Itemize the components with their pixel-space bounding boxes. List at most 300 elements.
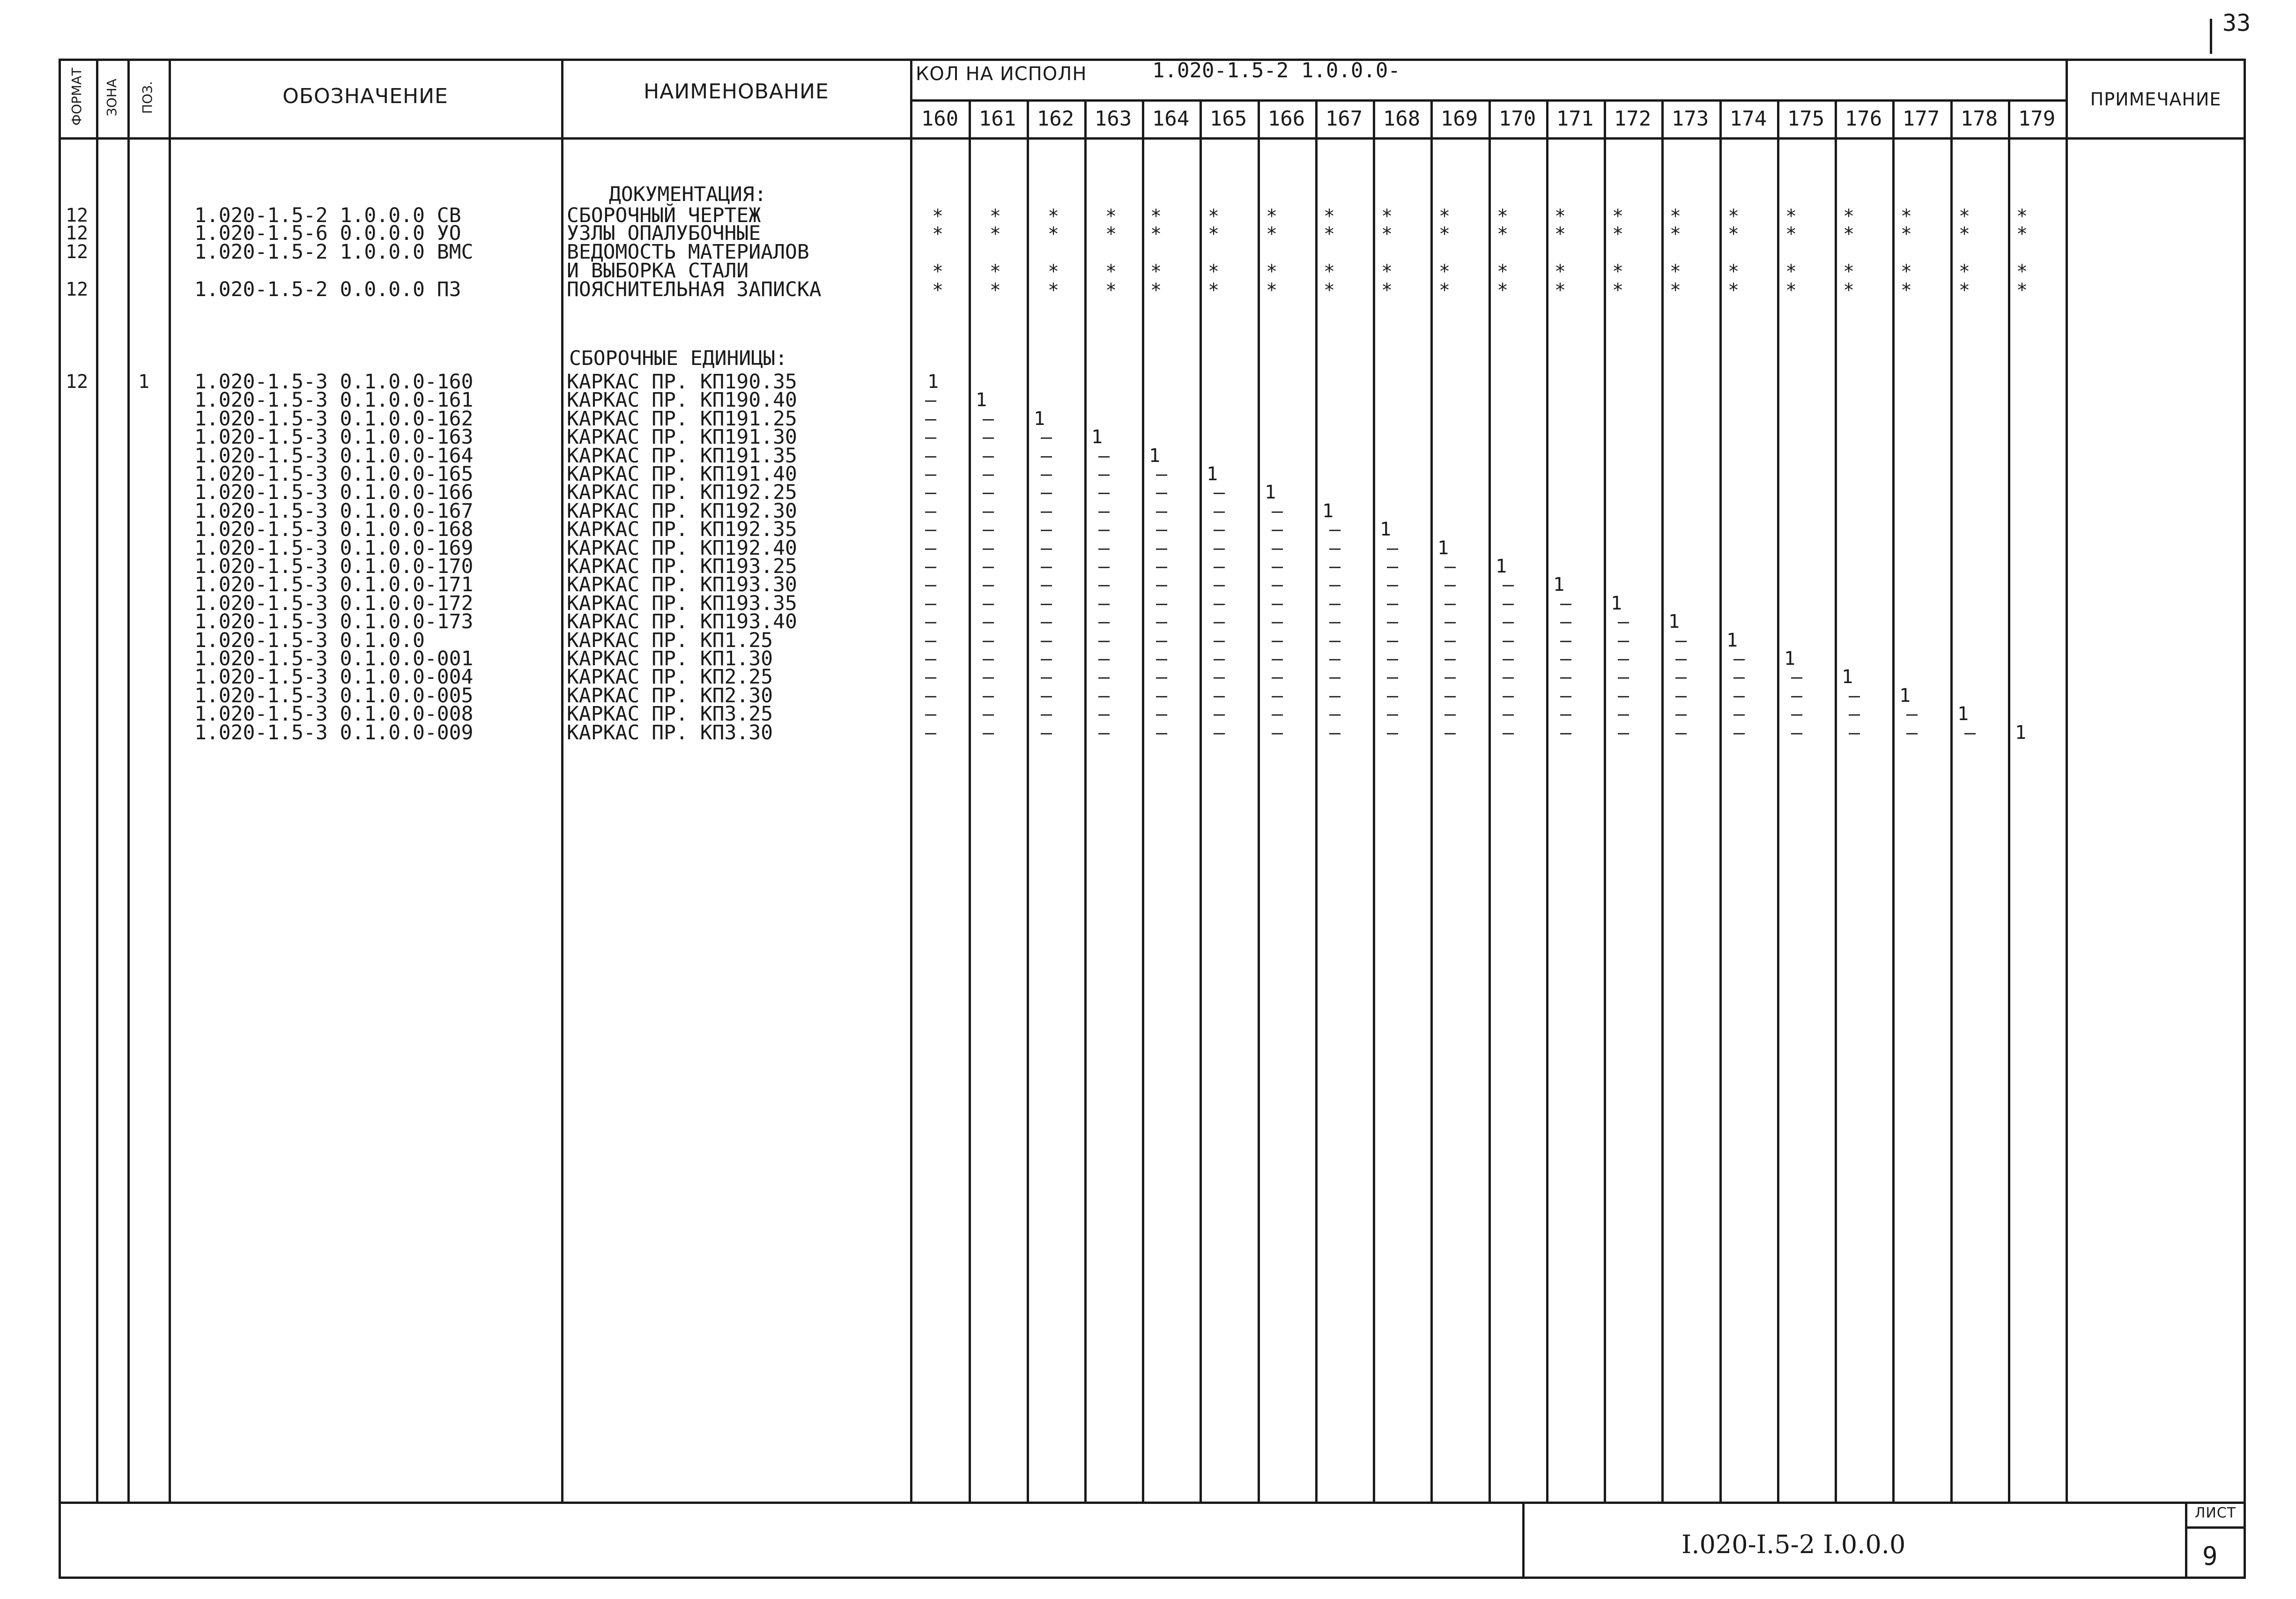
row-name: КАРКАС ПР. КП193.40: [567, 610, 797, 633]
qty-star: *: [1612, 280, 1624, 301]
qty-col-number: 163: [1094, 107, 1132, 131]
qty-dash: —: [925, 722, 937, 744]
qty-star: *: [1901, 223, 1912, 245]
qty-one: 1: [1091, 426, 1103, 448]
qty-star: *: [2016, 206, 2028, 227]
qty-dash: —: [1098, 482, 1110, 503]
row-name: КАРКАС ПР. КП192.30: [567, 499, 797, 523]
qty-star: *: [1439, 280, 1451, 301]
qty-dash: —: [1329, 666, 1341, 688]
qty-col-number: 171: [1556, 107, 1594, 131]
qty-dash: —: [1329, 703, 1341, 725]
qty-dash: —: [1098, 685, 1110, 707]
qty-dash: —: [1272, 648, 1283, 669]
qty-star: *: [1555, 206, 1566, 227]
qty-dash: —: [1503, 574, 1514, 595]
qty-col-number: 175: [1787, 107, 1825, 131]
header-zone: ЗОНА: [104, 78, 119, 117]
qty-dash: —: [1214, 482, 1225, 503]
header-pos: ПОЗ.: [140, 81, 155, 114]
qty-one: 1: [1899, 685, 1911, 707]
row-name: КАРКАС ПР. КП2.30: [567, 684, 773, 707]
qty-star: *: [2016, 280, 2028, 301]
qty-dash: —: [925, 408, 937, 430]
frame-left: [59, 59, 61, 1579]
qty-star: *: [1785, 261, 1797, 283]
qty-col-number: 174: [1729, 107, 1767, 131]
qty-one: 1: [1034, 408, 1045, 430]
qty-dash: —: [1849, 722, 1860, 744]
qty-one: 1: [1322, 500, 1334, 522]
qty-dash: —: [1272, 537, 1283, 559]
qty-dash: —: [1503, 593, 1514, 614]
qty-dash: —: [1098, 519, 1110, 540]
qty-star: *: [1843, 261, 1855, 283]
qty-dash: —: [983, 519, 994, 540]
qty-star: *: [1728, 280, 1740, 301]
qty-star: *: [1324, 223, 1335, 245]
qty-dash: —: [1387, 611, 1399, 632]
qty-star: *: [2016, 261, 2028, 283]
titleblock-top-line: [59, 1502, 2246, 1504]
qty-dash: —: [1214, 722, 1225, 744]
qty-col-number: 165: [1209, 107, 1247, 131]
qty-star: *: [1105, 223, 1117, 245]
row-name: СБОРОЧНЫЙ ЧЕРТЕЖ: [567, 204, 761, 227]
qty-dash: —: [1214, 611, 1225, 632]
qty-star: *: [1324, 206, 1335, 227]
row-designation: 1.020-1.5-3 0.1.0.0-172: [194, 592, 474, 615]
qty-star: *: [1150, 261, 1162, 283]
qty-star: *: [1612, 261, 1624, 283]
qty-dash: —: [1098, 593, 1110, 614]
row-name: ПОЯСНИТЕЛЬНАЯ ЗАПИСКА: [567, 278, 822, 301]
row-format: 12: [66, 279, 89, 300]
qty-dash: —: [1387, 666, 1399, 688]
qty-dash: —: [1444, 685, 1456, 707]
qty-dash: —: [983, 666, 994, 688]
row-name: КАРКАС ПР. КП191.35: [567, 444, 797, 468]
qty-dash: —: [925, 389, 937, 411]
qty-dash: —: [1387, 593, 1399, 614]
qty-dash: —: [1618, 666, 1629, 688]
qty-col-line: [1604, 99, 1606, 1502]
qty-dash: —: [1675, 703, 1687, 725]
qty-one: 1: [1668, 611, 1680, 632]
qty-col-number: 169: [1440, 107, 1478, 131]
qty-col-line: [1719, 99, 1722, 1502]
qty-col-number: 162: [1037, 107, 1074, 131]
qty-star: *: [932, 261, 944, 283]
qty-dash: —: [1214, 593, 1225, 614]
qty-dash: —: [1214, 666, 1225, 688]
qty-dash: —: [1214, 500, 1225, 522]
qty-star: *: [1439, 261, 1451, 283]
qty-dash: —: [925, 537, 937, 559]
frame-right: [2244, 59, 2246, 1579]
qty-dash: —: [1041, 500, 1052, 522]
row-designation: 1.020-1.5-3 0.1.0.0-004: [194, 665, 474, 689]
qty-one: 1: [2015, 722, 2027, 744]
qty-col-number: 160: [921, 107, 959, 131]
qty-dash: —: [1329, 648, 1341, 669]
qty-star: *: [1843, 280, 1855, 301]
qty-dash: —: [1156, 722, 1168, 744]
qty-dash: —: [1041, 426, 1052, 448]
row-designation: 1.020-1.5-3 0.1.0.0-169: [194, 536, 474, 560]
qty-dash: —: [1272, 556, 1283, 577]
qty-dash: —: [1041, 556, 1052, 577]
page-number: 33: [2222, 9, 2251, 37]
qty-star: *: [1266, 223, 1278, 245]
qty-dash: —: [925, 593, 937, 614]
qty-dash: —: [1503, 722, 1514, 744]
row-name: КАРКАС ПР. КП191.30: [567, 425, 797, 449]
qty-col-line: [1430, 99, 1433, 1502]
qty-dash: —: [1560, 666, 1572, 688]
qty-dash: —: [983, 703, 994, 725]
qty-dash: —: [1156, 574, 1168, 595]
row-name: КАРКАС ПР. КП190.35: [567, 370, 797, 394]
qty-dash: —: [1675, 722, 1687, 744]
qty-col-line: [1546, 99, 1548, 1502]
col-line-name: [910, 59, 912, 1502]
header-designation: ОБОЗНАЧЕНИЕ: [282, 84, 448, 108]
qty-dash: —: [925, 685, 937, 707]
qty-dash: —: [983, 426, 994, 448]
qty-col-number: 177: [1902, 107, 1940, 131]
qty-dash: —: [1098, 611, 1110, 632]
row-designation: 1.020-1.5-3 0.1.0.0-163: [194, 425, 474, 449]
qty-star: *: [1439, 206, 1451, 227]
qty-dash: —: [1214, 537, 1225, 559]
qty-dash: —: [1387, 722, 1399, 744]
qty-star: *: [932, 280, 944, 301]
qty-dash: —: [1444, 703, 1456, 725]
qty-dash: —: [1272, 703, 1283, 725]
qty-dash: —: [1041, 537, 1052, 559]
qty-dash: —: [1733, 685, 1745, 707]
qty-star: *: [1266, 280, 1278, 301]
titleblock-code-left: [1522, 1502, 1525, 1579]
qty-star: *: [1208, 261, 1220, 283]
qty-dash: —: [1272, 722, 1283, 744]
row-designation: 1.020-1.5-3 0.1.0.0-173: [194, 610, 474, 633]
qty-star: *: [990, 206, 1001, 227]
qty-dash: —: [1329, 519, 1341, 540]
qty-star: *: [1381, 280, 1393, 301]
qty-dash: —: [1041, 519, 1052, 540]
qty-dash: —: [1849, 703, 1860, 725]
qty-dash: —: [1791, 666, 1803, 688]
qty-star: *: [1266, 261, 1278, 283]
qty-dash: —: [925, 519, 937, 540]
qty-dash: —: [1733, 666, 1745, 688]
qty-dash: —: [1444, 556, 1456, 577]
qty-dash: —: [1791, 703, 1803, 725]
qty-dash: —: [1560, 648, 1572, 669]
header-bottom-line: [59, 137, 2246, 140]
qty-dash: —: [1444, 611, 1456, 632]
row-name: КАРКАС ПР. КП192.40: [567, 536, 797, 560]
qty-dash: —: [983, 500, 994, 522]
row-name: КАРКАС ПР. КП191.25: [567, 407, 797, 431]
col-line-pos: [169, 59, 171, 1502]
qty-one: 1: [1207, 463, 1218, 485]
qty-dash: —: [1272, 666, 1283, 688]
qty-star: *: [1555, 261, 1566, 283]
qty-col-line: [1027, 99, 1029, 1502]
qty-dash: —: [1098, 722, 1110, 744]
qty-star: *: [1959, 206, 1970, 227]
row-name: КАРКАС ПР. КП193.35: [567, 592, 797, 615]
qty-dash: —: [1675, 666, 1687, 688]
qty-dash: —: [1041, 445, 1052, 467]
qty-star: *: [932, 206, 944, 227]
qty-dash: —: [1041, 482, 1052, 503]
qty-col-number: 176: [1844, 107, 1882, 131]
qty-col-line: [969, 99, 971, 1502]
qty-dash: —: [925, 630, 937, 651]
qty-dash: —: [983, 722, 994, 744]
qty-star: *: [1728, 261, 1740, 283]
qty-dash: —: [1214, 703, 1225, 725]
qty-star: *: [1208, 206, 1220, 227]
qty-dash: —: [983, 445, 994, 467]
qty-one: 1: [976, 389, 987, 411]
qty-dash: —: [1214, 648, 1225, 669]
row-designation: 1.020-1.5-3 0.1.0.0-167: [194, 499, 474, 523]
qty-star: *: [1612, 206, 1624, 227]
qty-dash: —: [1272, 574, 1283, 595]
qty-one: 1: [1726, 630, 1738, 651]
qty-star: *: [1105, 206, 1117, 227]
qty-dash: —: [925, 556, 937, 577]
row-name: КАРКАС ПР. КП191.40: [567, 462, 797, 486]
qty-dash: —: [1098, 703, 1110, 725]
qty-star: *: [1381, 206, 1393, 227]
row-name: КАРКАС ПР. КП193.30: [567, 573, 797, 596]
qty-dash: —: [1156, 500, 1168, 522]
qty-star: *: [1150, 280, 1162, 301]
qty-col-line: [1777, 99, 1779, 1502]
qty-dash: —: [1444, 666, 1456, 688]
titleblock-sheet-divider: [2185, 1526, 2246, 1529]
qty-dash: —: [1503, 648, 1514, 669]
header-qty-code: 1.020-1.5-2 1.0.0.0-: [1152, 59, 1400, 82]
qty-dash: —: [1329, 574, 1341, 595]
row-name: КАРКАС ПР. КП193.25: [567, 555, 797, 578]
qty-dash: —: [1098, 445, 1110, 467]
qty-dash: —: [1156, 685, 1168, 707]
row-designation: 1.020-1.5-3 0.1.0.0-008: [194, 702, 474, 726]
qty-dash: —: [1618, 685, 1629, 707]
qty-dash: —: [1214, 519, 1225, 540]
row-name: КАРКАС ПР. КП1.30: [567, 647, 773, 670]
qty-dash: —: [1503, 630, 1514, 651]
qty-star: *: [1150, 223, 1162, 245]
qty-dash: —: [1098, 666, 1110, 688]
qty-star: *: [1901, 261, 1912, 283]
row-name: КАРКАС ПР. КП3.30: [567, 721, 773, 744]
qty-dash: —: [1964, 722, 1976, 744]
qty-star: *: [1785, 223, 1797, 245]
qty-dash: —: [1156, 611, 1168, 632]
row-name: УЗЛЫ ОПАЛУБОЧНЫЕ: [567, 222, 761, 245]
qty-col-number: 168: [1383, 107, 1421, 131]
qty-dash: —: [1156, 537, 1168, 559]
row-designation: 1.020-1.5-3 0.1.0.0-164: [194, 444, 474, 468]
qty-col-line: [1489, 99, 1491, 1502]
qty-dash: —: [1329, 556, 1341, 577]
qty-dash: —: [1272, 630, 1283, 651]
qty-dash: —: [1906, 722, 1918, 744]
row-name: КАРКАС ПР. КП190.40: [567, 388, 797, 412]
qty-star: *: [1324, 261, 1335, 283]
qty-dash: —: [1675, 648, 1687, 669]
col-line-designation: [561, 59, 563, 1502]
qty-dash: —: [1849, 685, 1860, 707]
qty-col-number: 164: [1152, 107, 1190, 131]
qty-dash: —: [1675, 630, 1687, 651]
qty-star: *: [1497, 223, 1509, 245]
qty-dash: —: [983, 463, 994, 485]
qty-star: *: [1497, 261, 1509, 283]
qty-dash: —: [1618, 722, 1629, 744]
qty-col-line: [1258, 99, 1260, 1502]
row-format: 12: [66, 371, 89, 393]
qty-dash: —: [925, 611, 937, 632]
qty-dash: —: [1098, 537, 1110, 559]
qty-dash: —: [983, 537, 994, 559]
qty-star: *: [1670, 261, 1681, 283]
qty-dash: —: [925, 482, 937, 503]
qty-dash: —: [983, 556, 994, 577]
qty-dash: —: [1156, 463, 1168, 485]
qty-dash: —: [1387, 574, 1399, 595]
qty-col-line: [2008, 99, 2010, 1502]
qty-star: *: [1555, 223, 1566, 245]
row-designation: 1.020-1.5-6 0.0.0.0 УО: [194, 222, 461, 245]
qty-col-number: 179: [2018, 107, 2056, 131]
qty-dash: —: [1041, 574, 1052, 595]
qty-star: *: [1670, 206, 1681, 227]
qty-star: *: [1785, 206, 1797, 227]
asm-section-title: СБОРОЧНЫЕ ЕДИНИЦЫ:: [569, 347, 787, 370]
qty-star: *: [1324, 280, 1335, 301]
qty-dash: —: [1733, 703, 1745, 725]
qty-dash: —: [1444, 593, 1456, 614]
qty-dash: —: [983, 408, 994, 430]
col-line-zone: [127, 59, 130, 1502]
qty-dash: —: [983, 630, 994, 651]
qty-dash: —: [1098, 630, 1110, 651]
qty-dash: —: [1098, 574, 1110, 595]
row-name: КАРКАС ПР. КП1.25: [567, 629, 773, 652]
qty-star: *: [1670, 280, 1681, 301]
qty-col-line: [1200, 99, 1202, 1502]
row-designation: 1.020-1.5-3 0.1.0.0-160: [194, 370, 474, 394]
qty-dash: —: [983, 593, 994, 614]
qty-dash: —: [983, 574, 994, 595]
qty-dash: —: [1387, 537, 1399, 559]
row-designation: 1.020-1.5-2 0.0.0.0 ПЗ: [194, 278, 461, 301]
qty-dash: —: [1906, 703, 1918, 725]
qty-dash: —: [1791, 685, 1803, 707]
qty-dash: —: [1156, 556, 1168, 577]
qty-star: *: [1048, 261, 1059, 283]
qty-dash: —: [1041, 463, 1052, 485]
qty-one: 1: [1380, 519, 1392, 540]
qty-dash: —: [1156, 519, 1168, 540]
qty-dash: —: [1618, 630, 1629, 651]
qty-dash: —: [1156, 703, 1168, 725]
qty-one: 1: [1553, 574, 1565, 595]
qty-one: 1: [1957, 703, 1969, 725]
qty-star: *: [1208, 280, 1220, 301]
qty-star: *: [990, 261, 1001, 283]
qty-one: 1: [1611, 593, 1622, 614]
qty-dash: —: [1560, 593, 1572, 614]
qty-col-number: 172: [1614, 107, 1652, 131]
row-name: КАРКАС ПР. КП192.25: [567, 481, 797, 504]
qty-dash: —: [1098, 648, 1110, 669]
qty-dash: —: [1329, 537, 1341, 559]
qty-dash: —: [1329, 611, 1341, 632]
qty-star: *: [1670, 223, 1681, 245]
qty-dash: —: [1272, 593, 1283, 614]
qty-star: *: [1266, 206, 1278, 227]
qty-star: *: [990, 280, 1001, 301]
row-designation: 1.020-1.5-3 0.1.0.0-161: [194, 388, 474, 412]
qty-dash: —: [1041, 630, 1052, 651]
col-line-format: [96, 59, 98, 1502]
qty-star: *: [1555, 280, 1566, 301]
qty-col-number: 167: [1325, 107, 1363, 131]
qty-col-line: [1835, 99, 1837, 1502]
qty-dash: —: [1214, 574, 1225, 595]
qty-dash: —: [1444, 630, 1456, 651]
header-note: ПРИМЕЧАНИЕ: [2090, 89, 2222, 110]
qty-dash: —: [1503, 611, 1514, 632]
row-designation: 1.020-1.5-3 0.1.0.0-005: [194, 684, 474, 707]
row-designation: 1.020-1.5-3 0.1.0.0-009: [194, 721, 474, 744]
qty-dash: —: [1387, 556, 1399, 577]
header-qty-label: КОЛ НА ИСПОЛН: [916, 63, 1087, 85]
row-designation: 1.020-1.5-3 0.1.0.0-170: [194, 555, 474, 578]
qty-star: *: [1048, 206, 1059, 227]
row-designation: 1.020-1.5-3 0.1.0.0-165: [194, 462, 474, 486]
qty-one: 1: [1842, 666, 1853, 688]
qty-dash: —: [1329, 722, 1341, 744]
row-name: КАРКАС ПР. КП192.35: [567, 518, 797, 541]
qty-col-line: [1661, 99, 1664, 1502]
row-designation: 1.020-1.5-3 0.1.0.0-171: [194, 573, 474, 596]
qty-dash: —: [1272, 685, 1283, 707]
row-format: 12: [66, 241, 89, 263]
qty-dash: —: [1156, 666, 1168, 688]
qty-dash: —: [1444, 574, 1456, 595]
qty-dash: —: [1675, 685, 1687, 707]
qty-star: *: [1901, 280, 1912, 301]
qty-star: *: [990, 223, 1001, 245]
qty-dash: —: [1041, 685, 1052, 707]
qty-dash: —: [1214, 556, 1225, 577]
row-designation: 1.020-1.5-3 0.1.0.0-162: [194, 407, 474, 431]
qty-star: *: [1959, 261, 1970, 283]
qty-col-line: [1084, 99, 1087, 1502]
qty-dash: —: [1387, 685, 1399, 707]
